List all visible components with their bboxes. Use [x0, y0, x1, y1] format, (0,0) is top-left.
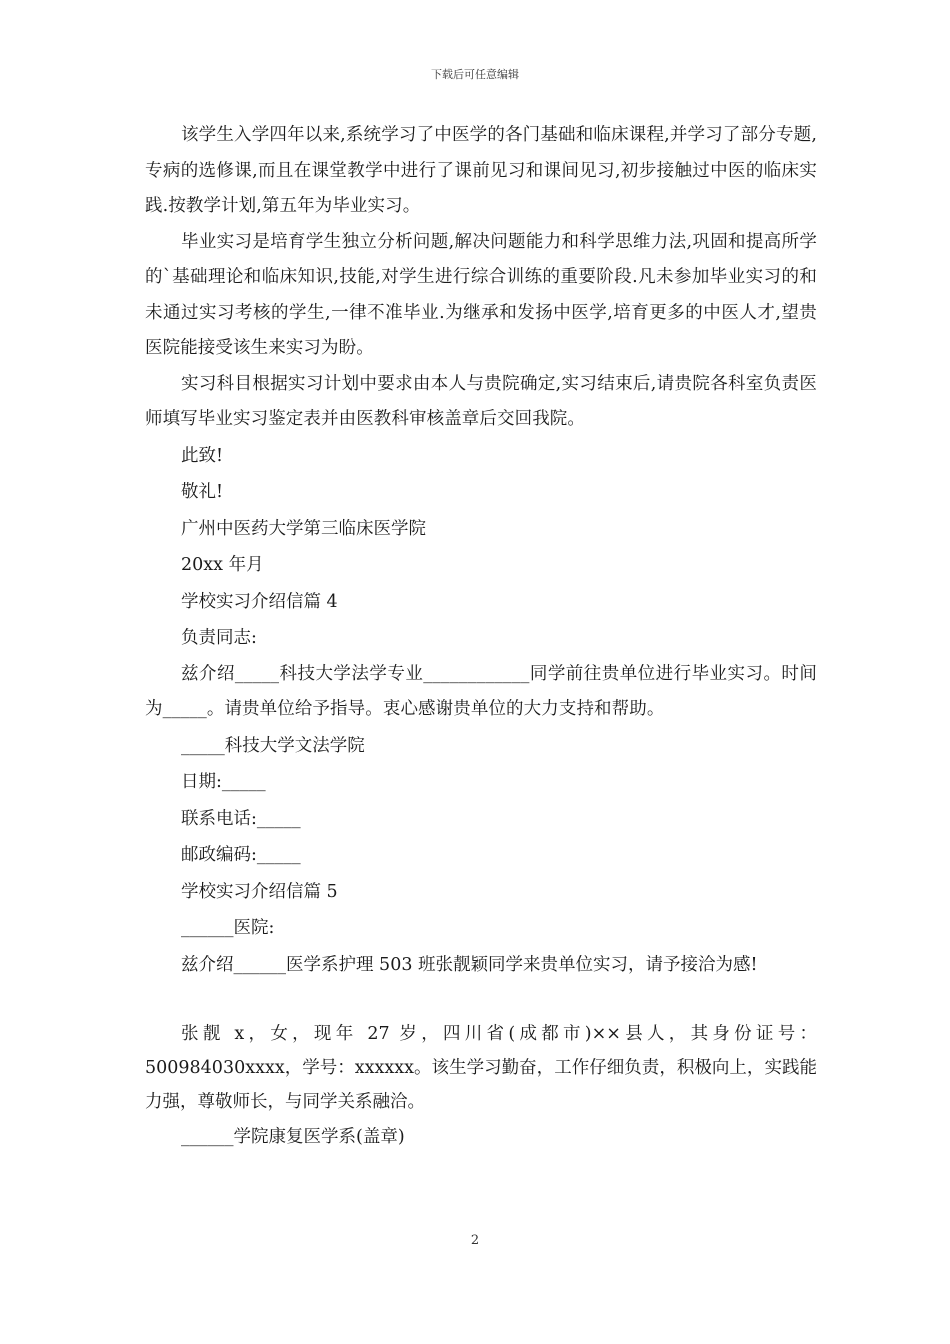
paragraph-study-background: 该学生入学四年以来,系统学习了中医学的各门基础和临床课程,并学习了部分专题,专病的选修课,而且在课堂教学中进行了课前见习和课间见习,初步接触过中医的临床实践.按教学计划,第五年为毕业实习。 — [145, 125, 817, 216]
section-title-5: 学校实习介绍信篇 5 — [181, 881, 338, 902]
salutation-5: ______医院: — [181, 918, 275, 938]
phone-field-4: 联系电话:_____ — [181, 808, 301, 829]
paragraph-internship-subjects: 实习科目根据实习计划中要求由本人与贵院确定,实习结束后,请贵院各科室负责医师填写毕业实习鉴定表并由医教科审核盖章后交回我院。 — [145, 373, 817, 429]
organization-4: _____科技大学文法学院 — [181, 735, 365, 756]
paragraph-internship-importance: 毕业实习是培育学生独立分析问题,解决问题能力和科学思维力法,巩固和提高所学的`基础理论和临床知识,技能,对学生进行综合训练的重要阶段.凡未参加毕业实习的和未通过实习考核的学生,一律不准毕业.为继承和发扬中医学,培育更多的中医人才,望贵医院能接受该生来实习为盼。 — [145, 231, 817, 358]
postcode-field-4: 邮政编码:_____ — [181, 845, 301, 865]
page-number: 2 — [470, 1233, 480, 1248]
paragraph-introduction-5: 兹介绍______医学系护理 503 班张靓颖同学来贵单位实习，请予接洽为感! — [181, 954, 758, 975]
paragraph-introduction-4: 兹介绍_____科技大学法学专业____________同学前往贵单位进行毕业实习。时间为_____。请贵单位给予指导。衷心感谢贵单位的大力支持和帮助。 — [145, 663, 817, 719]
section-title-4: 学校实习介绍信篇 4 — [181, 591, 338, 612]
closing-salute: 敬礼! — [181, 482, 224, 502]
salutation-4: 负责同志: — [181, 628, 257, 648]
spacer — [145, 983, 817, 1017]
closing-greeting: 此致! — [181, 445, 224, 466]
header-note: 下载后可任意编辑 — [431, 68, 519, 81]
document-body — [145, 118, 817, 1156]
signature-institution: 广州中医药大学第三临床医学院 — [181, 518, 426, 539]
signature-date: 20xx 年月 — [181, 555, 264, 575]
paragraph-student-profile: 张靓 x，女，现年 27 岁，四川省(成都市)××县人，其身份证号：500984030xxxx，学号：xxxxxx。该生学习勤奋，工作仔细负责，积极向上，实践能力强，尊敬师长，与同学关系融洽。 — [145, 1024, 817, 1112]
stamp-line: ______学院康复医学系(盖章) — [181, 1127, 405, 1147]
date-field-4: 日期:_____ — [181, 772, 266, 792]
